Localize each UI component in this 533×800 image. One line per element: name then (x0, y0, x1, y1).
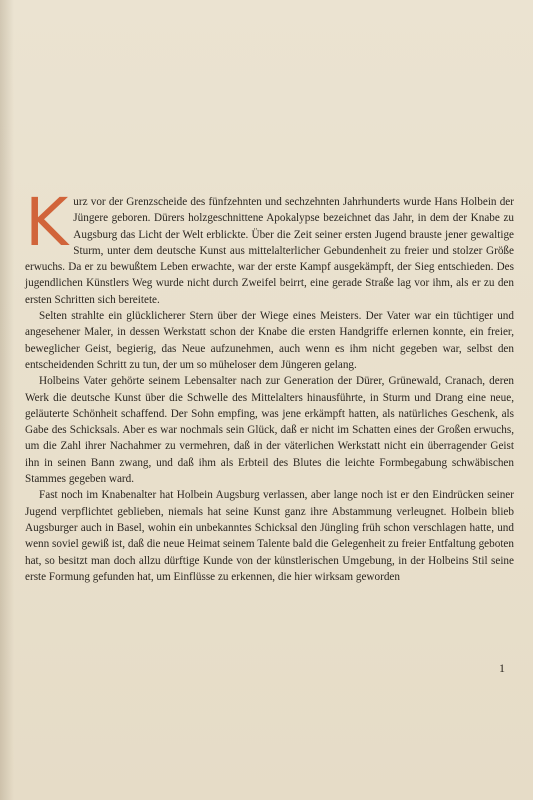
body-text (25, 184, 514, 585)
paragraph-3: Holbeins Vater gehörte seinem Lebensalter nach zur Generation der Dürer, Grünewald, Cranach, deren Werk die deutsche Kunst über die Schwelle des Mittelalters hinausführte, in Sturm und Drang eine neue, geläuterte Schönheit schaffend. Der Sohn empfing, was jene erkämpft hatten, als natürliches Geschenk, als Gabe des Schicksals. Aber es war nochmals sein Glück, daß er nicht im Schatten eines der Großen erwuchs, um die Zahl ihrer Nachahmer zu vermehren, daß in der väterlichen Werkstatt nicht ein überragender Geist ihn in seinen Bann zwang, und daß ihm als Erbteil des Blutes die leichte Formbegabung schwäbischen Stammes gegeben ward. (25, 375, 514, 486)
paragraph-2: Selten strahlte ein glücklicherer Stern über der Wiege eines Meisters. Der Vater war ein tüchtiger und angesehener Maler, in dessen Werkstatt schon der Knabe die ersten Handgriffe erlernen konnte, ein freier, beweglicher Geist, begierig, das Neue aufzunehmen, auch wenn es ihm nicht gegeben war, selbst den entscheidenden Schritt zu tun, der um so müheloser dem Jüngeren gelang. (25, 310, 514, 371)
spine-shadow (0, 0, 14, 800)
page-number: 1 (499, 661, 505, 675)
paragraph-1 (25, 184, 514, 308)
paragraph-1-text: urz vor der Grenzscheide des fünfzehnten und sechzehnten Jahrhunderts wurde Hans Holbein der Jüngere geboren. Dürers holzgeschnittene Apokalypse bezeichnet das Jahr, in dem der Knabe zu Augsburg das Licht der Welt erblickte. Über die Zeit seiner ersten Jugend brauste jener gewaltige Sturm, unter dem deutsche Kunst aus mittelalterlicher Gebundenheit zu freier und stolzer Größe erwuchs. Da er zu bewußtem Leben erwachte, war der erste Kampf ausgekämpft, der Sieg entschieden. Des jugendlichen Künstlers Weg wurde nicht durch Zweifel beirrt, eine gerade Straße lag vor ihm, als er zu den ersten Schritten sich bereitete. (25, 196, 514, 306)
drop-cap-initial: K (25, 184, 68, 261)
paragraph-4: Fast noch im Knabenalter hat Holbein Augsburg verlassen, aber lange noch ist er den Eindrücken seiner Jugend verpflichtet geblieben, niemals hat seine Kunst ganz ihre Abstammung verleugnet. Holbein blieb Augsburger auch in Basel, wohin ein unbekanntes Schicksal den Jüngling früh schon verschlagen hatte, und wenn soviel gewiß ist, daß die neue Heimat seinem Talente bald die Gelegenheit zu freier Entfaltung geboten hat, so besitzt man doch allzu dürftige Kunde von der künstlerischen Umgebung, in der Holbeins Stil seine erste Formung gefunden hat, um Einflüsse zu erkennen, die hier wirksam geworden (25, 489, 514, 583)
